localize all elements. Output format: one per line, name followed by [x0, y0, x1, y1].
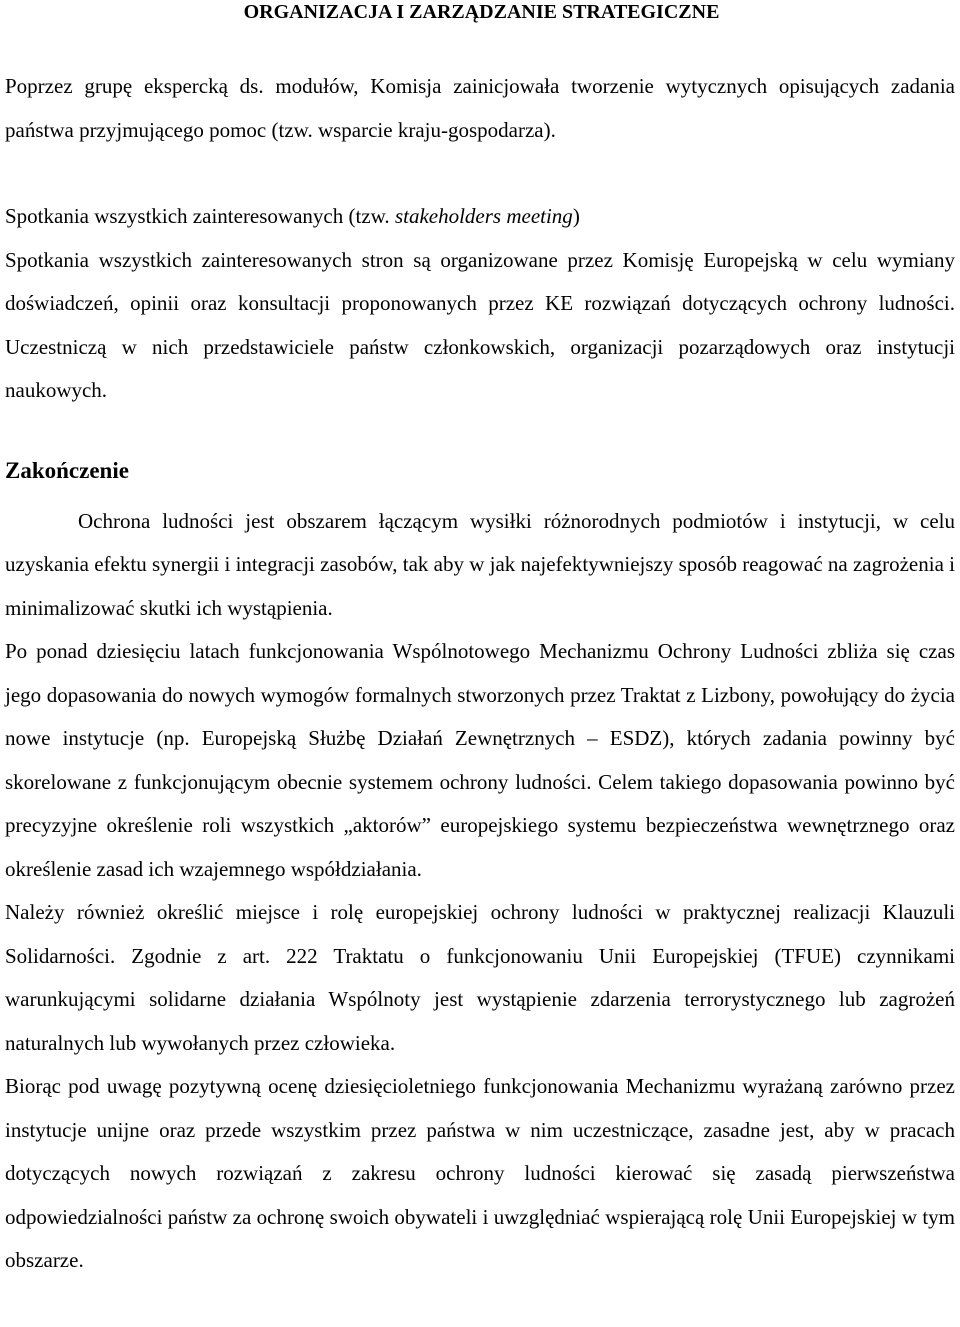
- stakeholders-heading: [5, 195, 955, 239]
- stakeholders-paragraph: Spotkania wszystkich zainteresowanych stron są organizowane przez Komisję Europejską w celu wymiany doświadczeń, opinii oraz konsultacji proponowanych przez KE rozwiązań dotyczących ochrony ludności. Uczestniczą w nich przedstawiciele państw członkowskich, organizacji pozarządowych oraz instytucji naukowych.: [5, 247, 955, 402]
- conclusion-paragraph-1: Ochrona ludności jest obszarem łączącym wysiłki różnorodnych podmiotów i instytucji, w celu uzyskania efektu synergii i integracji zasobów, tak aby w jak najefektywniejszy sposób reagować na zagrożenia i minimalizować skutki ich wystąpienia.: [5, 508, 955, 620]
- stakeholders-heading-italic: stakeholders meeting: [394, 204, 573, 228]
- conclusion-paragraph-4: Biorąc pod uwagę pozytywną ocenę dziesięcioletniego funkcjonowania Mechanizmu wyrażaną zarówno przez instytucje unijne oraz przede wszystkim przez państwa w nim uczestniczące, zasadne jest, aby w pracach dotyczących nowych rozwiązań z zakresu ochrony ludności kierować się zasadą pierwszeństwa odpowiedzialności państw za ochronę swoich obywateli i uwzględniać wspierającą rolę Unii Europejskiej w tym obszarze.: [5, 1074, 955, 1272]
- stakeholders-heading-suffix: ): [572, 204, 580, 228]
- intro-paragraph: Poprzez grupę ekspercką ds. modułów, Komisja zainicjowała tworzenie wytycznych opisujących zadania państwa przyjmującego pomoc (tzw. wsparcie kraju-gospodarza).: [5, 74, 955, 142]
- conclusion-paragraph-2: Po ponad dziesięciu latach funkcjonowania Wspólnotowego Mechanizmu Ochrony Ludności zbliża się czas jego dopasowania do nowych wymogów formalnych stworzonych przez Traktat z Lizbony, powołujący do życia nowe instytucje (np. Europejską Służbę Działań Zewnętrznych – ESDZ), których zadania powinny być skorelowane z funkcjonującym obecnie systemem ochrony ludności. Celem takiego dopasowania powinno być precyzyjne określenie roli wszystkich „aktorów” europejskiego systemu bezpieczeństwa wewnętrznego oraz określenie zasad ich wzajemnego współdziałania.: [5, 639, 955, 881]
- page-header: [5, 0, 955, 24]
- header-title: ORGANIZACJA I ZARZĄDZANIE STRATEGICZNE: [243, 1, 720, 23]
- conclusion-paragraph-3: Należy również określić miejsce i rolę europejskiej ochrony ludności w praktycznej realizacji Klauzuli Solidarności. Zgodnie z art. 222 Traktatu o funkcjonowaniu Unii Europejskiej (TFUE) czynnikami warunkującymi solidarne działania Wspólnoty jest wystąpienie zdarzenia terrorystycznego lub zagrożeń naturalnych lub wywołanych przez człowieka.: [5, 900, 955, 1055]
- conclusion-title: Zakończenie: [5, 457, 129, 483]
- stakeholders-heading-prefix: Spotkania wszystkich zainteresowanych (tzw.: [5, 204, 395, 228]
